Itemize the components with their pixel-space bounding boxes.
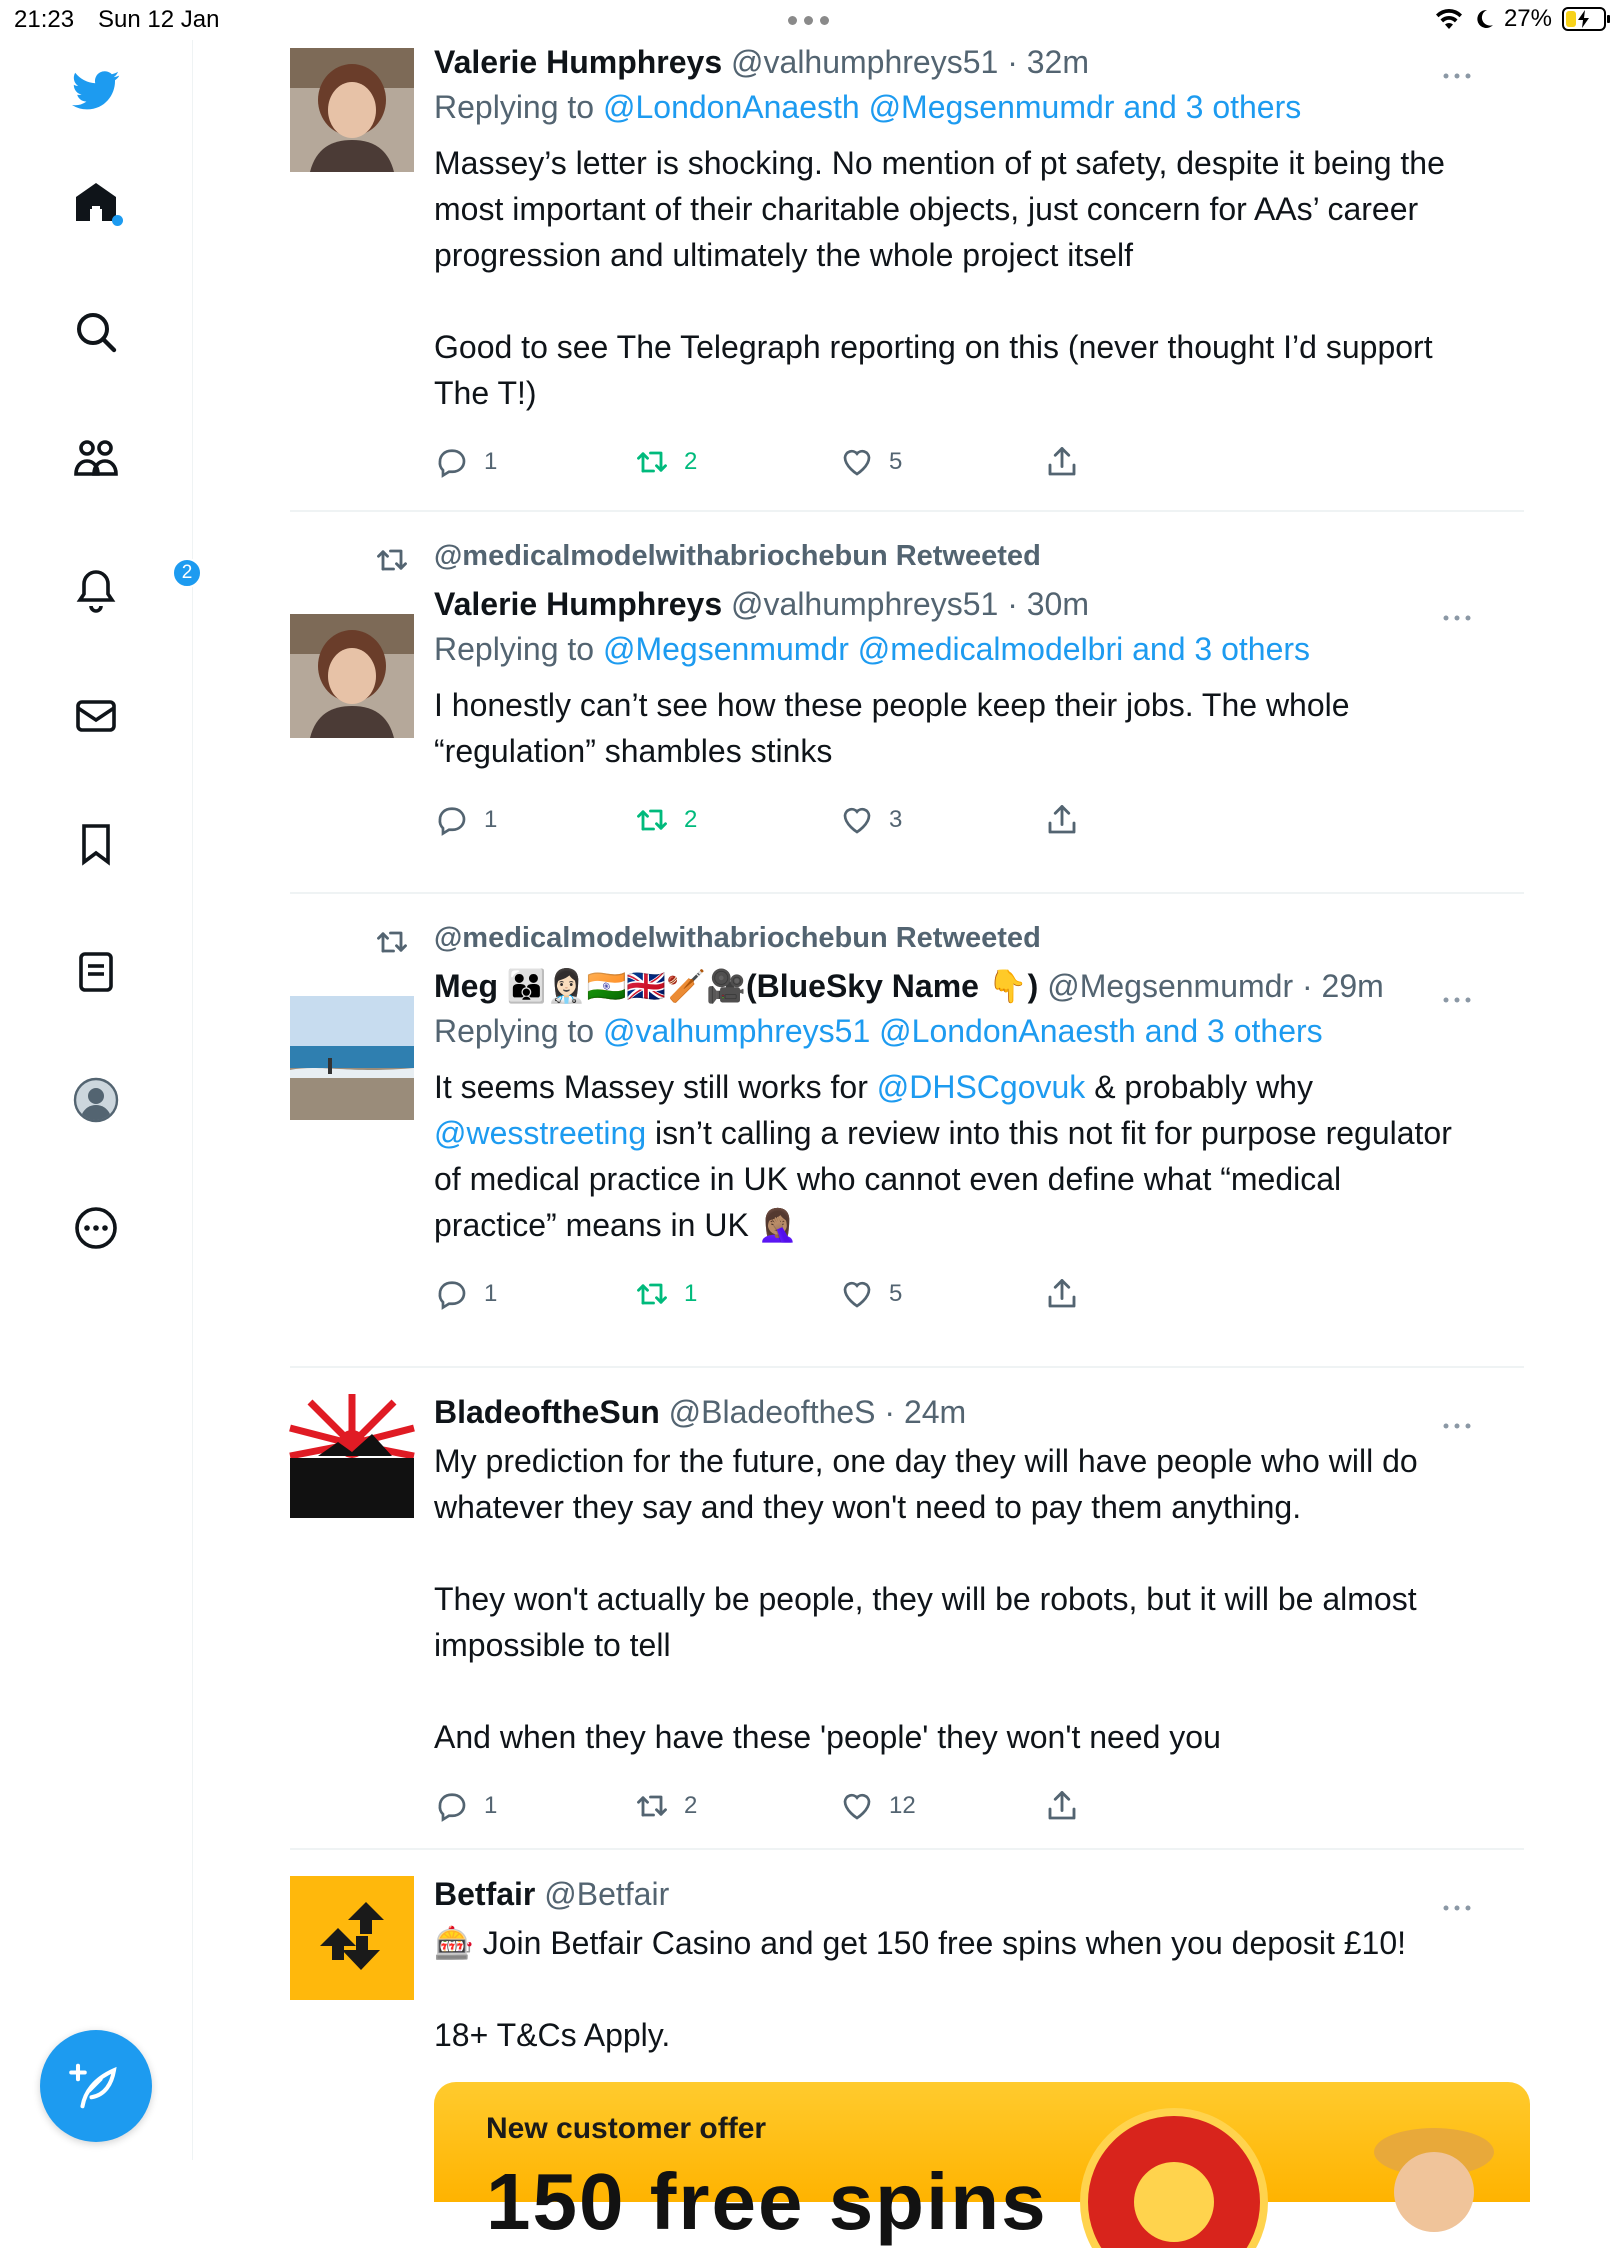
like-count: 5 (889, 1280, 903, 1307)
replying-to (434, 1008, 1464, 1054)
tweet-text-segment: It seems Massey still works for (434, 1069, 877, 1105)
lists-icon[interactable] (66, 942, 126, 1002)
retweeted-icon (374, 924, 410, 960)
replying-prefix: Replying to (434, 1013, 603, 1049)
status-date: Sun 12 Jan (98, 6, 220, 33)
tweet-text (434, 140, 1464, 416)
notifications-badge: 2 (172, 558, 202, 588)
retweet-button[interactable] (634, 1788, 839, 1824)
avatar[interactable] (290, 614, 414, 738)
tweet-text (434, 1438, 1464, 1760)
tweet[interactable] (290, 532, 1524, 894)
reply-button[interactable] (434, 444, 634, 480)
avatar[interactable] (290, 1394, 414, 1518)
tweet-actions (434, 1264, 1464, 1324)
replying-to (434, 84, 1464, 130)
twitter-bird-icon[interactable] (66, 60, 126, 120)
heart-icon (839, 802, 875, 838)
reply-button[interactable] (434, 802, 634, 838)
home-unread-dot (112, 215, 123, 226)
multitasking-dots-icon[interactable] (788, 16, 829, 25)
tweet-paragraph: I honestly can’t see how these people keep their jobs. The whole “regulation” shambles stinks (434, 687, 1350, 769)
communities-icon[interactable] (66, 430, 126, 490)
mention-link[interactable]: @DHSCgovuk (876, 1069, 1086, 1105)
share-icon (1044, 1276, 1080, 1312)
retweeted-by-label[interactable]: @medicalmodelwithabriochebun Retweeted (434, 922, 1041, 954)
status-indicators (1434, 5, 1606, 33)
share-icon (1044, 802, 1080, 838)
heart-icon (839, 444, 875, 480)
more-options-icon[interactable] (1442, 972, 1472, 1016)
share-button[interactable] (1044, 1276, 1094, 1312)
replying-mentions[interactable]: @LondonAnaesth @Megsenmumdr and 3 others (602, 89, 1302, 125)
ad-media-card[interactable] (434, 2082, 1530, 2246)
reply-count: 1 (484, 1792, 498, 1819)
share-button[interactable] (1044, 1788, 1094, 1824)
notifications-icon[interactable] (66, 558, 193, 618)
tweet-paragraph: Massey’s letter is shocking. No mention of pt safety, despite it being the most important of their charitable objects, just concern for AAs’ career progression and ultimately the whole project itself (434, 145, 1445, 273)
messages-icon[interactable] (66, 686, 126, 746)
like-button[interactable] (839, 802, 1044, 838)
author-handle[interactable]: @valhumphreys51 · 30m (731, 586, 1089, 622)
ad-offer-label: New customer offer (486, 2112, 767, 2145)
more-icon[interactable] (66, 1198, 126, 1258)
battery-percent: 27% (1503, 5, 1552, 32)
timeline (290, 40, 1524, 2246)
retweeted-by (290, 532, 1524, 582)
retweet-icon (634, 802, 670, 838)
author-name[interactable]: Valerie Humphreys (434, 44, 723, 80)
author-name[interactable]: BladeoftheSun (434, 1394, 660, 1430)
tweet-actions (434, 432, 1464, 492)
retweet-button[interactable] (634, 1276, 839, 1312)
share-button[interactable] (1044, 802, 1094, 838)
retweeted-by (290, 914, 1524, 964)
bookmarks-icon[interactable] (66, 814, 126, 874)
battery-icon (1562, 7, 1606, 31)
promoted-tweet[interactable] (290, 1850, 1524, 2246)
heart-icon (839, 1788, 875, 1824)
tweet-paragraph: And when they have these 'people' they won't need you (434, 1719, 1221, 1755)
tweet-text (434, 682, 1464, 774)
tweet-actions (434, 1776, 1464, 1836)
reply-icon (434, 1788, 470, 1824)
replying-to (434, 626, 1464, 672)
author-name[interactable]: Betfair (434, 1876, 536, 1912)
reply-button[interactable] (434, 1788, 634, 1824)
retweet-count: 2 (684, 1792, 698, 1819)
avatar[interactable] (290, 48, 414, 172)
more-options-icon[interactable] (1442, 48, 1472, 92)
author-handle[interactable]: @BladeoftheS · 24m (668, 1394, 967, 1430)
like-button[interactable] (839, 444, 1044, 480)
compose-feather-icon (69, 2059, 123, 2113)
avatar[interactable] (290, 1876, 414, 2000)
reply-count: 1 (484, 448, 498, 475)
reply-count: 1 (484, 806, 498, 833)
status-time: 21:23 (14, 6, 75, 33)
author-name[interactable]: Valerie Humphreys (434, 586, 723, 622)
tweet-paragraph: My prediction for the future, one day they will have people who will do whatever they say and they won't need to pay them anything. (434, 1443, 1418, 1525)
retweet-button[interactable] (634, 802, 839, 838)
avatar[interactable] (290, 996, 414, 1120)
tweet-paragraph: Good to see The Telegraph reporting on this (never thought I’d support The T!) (434, 329, 1433, 411)
like-count: 3 (889, 806, 903, 833)
tweet[interactable] (290, 40, 1524, 512)
author-handle[interactable]: @valhumphreys51 · 32m (731, 44, 1089, 80)
retweet-count: 1 (684, 1280, 698, 1307)
like-button[interactable] (839, 1788, 1044, 1824)
tweet-text (434, 1064, 1464, 1248)
retweeted-icon (374, 542, 410, 578)
reply-button[interactable] (434, 1276, 634, 1312)
wifi-icon (1434, 7, 1464, 31)
profile-icon[interactable] (66, 1070, 126, 1130)
tweet-actions (434, 790, 1464, 850)
tweet-paragraph: 🎰 Join Betfair Casino and get 150 free spins when you deposit £10! (434, 1925, 1406, 1961)
mention-link[interactable]: @wesstreeting (434, 1115, 647, 1151)
retweet-icon (634, 1276, 670, 1312)
reply-icon (434, 802, 470, 838)
tweet-text-segment: & probably why (1085, 1069, 1313, 1105)
replying-prefix: Replying to (434, 631, 603, 667)
share-button[interactable] (1044, 444, 1094, 480)
retweet-button[interactable] (634, 444, 839, 480)
promo-character-image (1334, 2092, 1530, 2202)
slot-wheel-image (1074, 2092, 1274, 2202)
retweet-icon (634, 1788, 670, 1824)
author-handle[interactable]: @Betfair (544, 1876, 670, 1912)
more-options-icon[interactable] (1442, 590, 1472, 634)
sidebar-nav (0, 40, 193, 2160)
like-button[interactable] (839, 1276, 1044, 1312)
tweet-text-segment: isn’t calling a review into this not fit for purpose regulator of medical practice in UK who cannot even define what “medical practice” means in UK 🤦🏽‍♀️ (434, 1115, 1452, 1243)
tweet-text (434, 1920, 1464, 2058)
search-icon[interactable] (66, 302, 126, 362)
replying-prefix: Replying to (434, 89, 603, 125)
share-icon (1044, 1788, 1080, 1824)
like-count: 5 (889, 448, 903, 475)
ad-headline: 150 free spins (486, 2157, 1048, 2246)
replying-mentions[interactable]: @valhumphreys51 @LondonAnaesth and 3 others (602, 1013, 1323, 1049)
tweet[interactable] (290, 1368, 1524, 1850)
retweet-count: 2 (684, 806, 698, 833)
replying-mentions[interactable]: @Megsenmumdr @medicalmodelbri and 3 others (602, 631, 1311, 667)
reply-icon (434, 444, 470, 480)
compose-tweet-button[interactable] (40, 2030, 152, 2142)
like-count: 12 (889, 1792, 916, 1819)
moon-icon (1474, 8, 1494, 30)
tweet[interactable] (290, 914, 1524, 1368)
heart-icon (839, 1276, 875, 1312)
author-handle[interactable]: @Megsenmumdr · 29m (1047, 968, 1384, 1004)
more-options-icon[interactable] (1442, 1398, 1472, 1442)
retweeted-by-label[interactable]: @medicalmodelwithabriochebun Retweeted (434, 540, 1041, 572)
reply-icon (434, 1276, 470, 1312)
tweet-paragraph: 18+ T&Cs Apply. (434, 2017, 671, 2053)
tweet-paragraph: They won't actually be people, they will be robots, but it will be almost impossible to tell (434, 1581, 1417, 1663)
status-bar (0, 0, 1620, 40)
reply-count: 1 (484, 1280, 498, 1307)
more-options-icon[interactable] (1442, 1880, 1472, 1924)
author-name[interactable]: Meg 👪👩🏻‍⚕️🇮🇳🇬🇧🏏🎥(BlueSky Name 👇) (434, 968, 1039, 1004)
retweet-count: 2 (684, 448, 698, 475)
retweet-icon (634, 444, 670, 480)
share-icon (1044, 444, 1080, 480)
